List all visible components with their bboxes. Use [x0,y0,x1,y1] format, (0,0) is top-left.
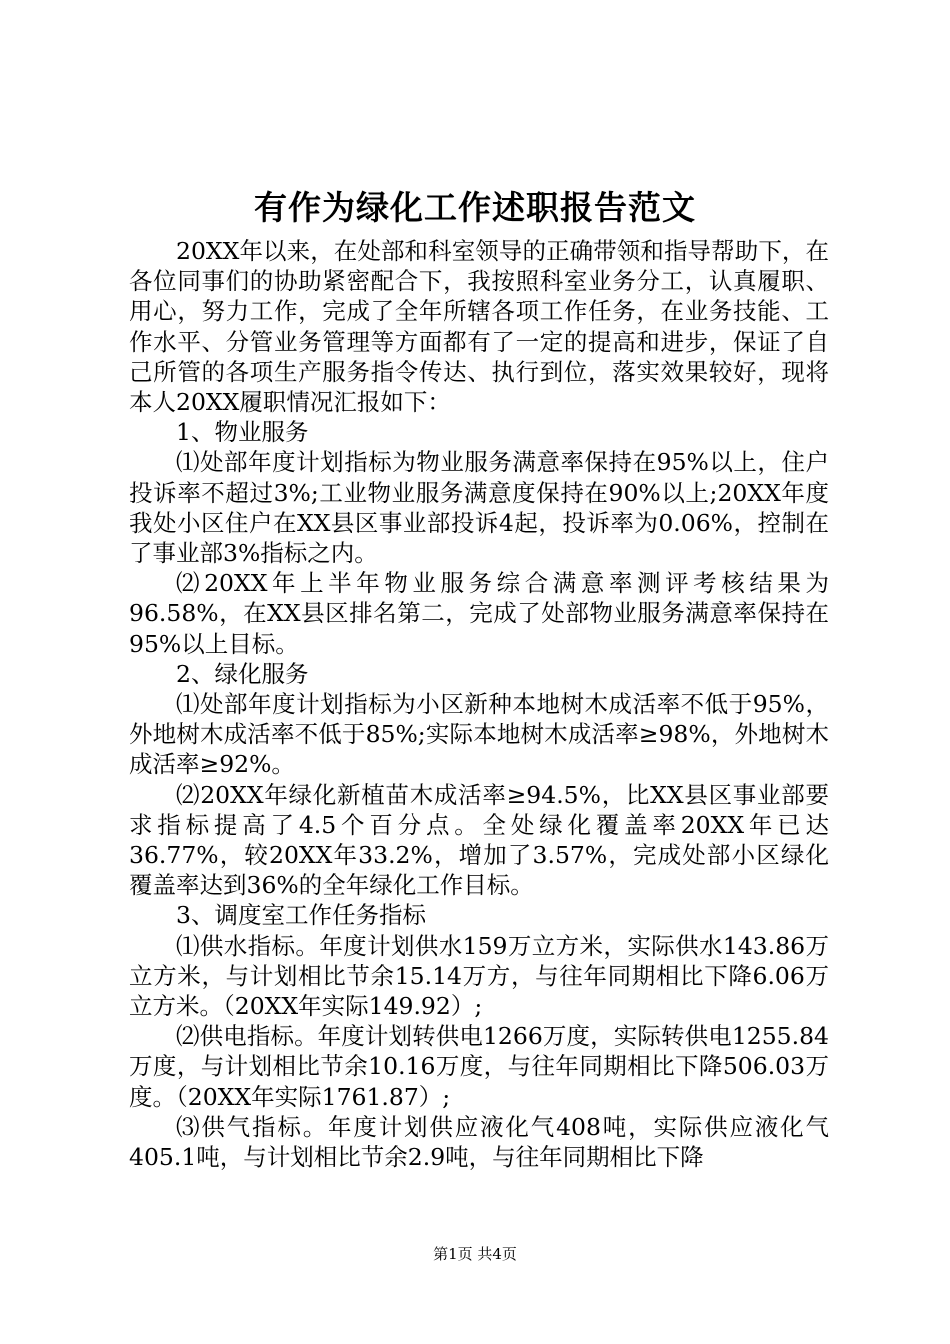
section-heading-property-service: 1、物业服务 [176,418,309,447]
paragraph-water-supply: ⑴供水指标。年度计划供水159万立方米，实际供水143.86万立方米，与计划相比节余15.14万方，与往年同期相比下降6.06万立方米。（20XX年实际149.92）; [129,931,829,1021]
paragraph-intro: 20XX年以来，在处部和科室领导的正确带领和指导帮助下，在各位同事们的协助紧密配合下，我按照科室业务分工，认真履职、用心，努力工作，完成了全年所辖各项工作任务，在业务技能、工作水平、分管业务管理等方面都有了一定的提高和进步，保证了自己所管的各项生产服务指令传达、执行到位，落实效果较好，现将本人20XX履职情况汇报如下： [129,237,829,417]
paragraph-power-supply: ⑵供电指标。年度计划转供电1266万度，实际转供电1255.84万度，与计划相比节余10.16万度，与往年同期相比下降506.03万度。（20XX年实际1761.87）; [129,1022,829,1111]
section-heading-dispatch-targets: 3、调度室工作任务指标 [176,901,426,930]
paragraph-greening-1: ⑴处部年度计划指标为小区新种本地树木成活率不低于95%，外地树木成活率不低于85%;实际本地树木成活率≥98%，外地树木成活率≥92%。 [129,690,829,779]
paragraph-greening-2: ⑵20XX年绿化新植苗木成活率≥94.5%，比XX县区事业部要求指标提高了4.5个百分点。全处绿化覆盖率20XX年已达36.77%，较20XX年33.2%，增加了3.57%，完成处部小区绿化覆盖率达到36%的全年绿化工作目标。 [129,780,829,900]
paragraph-property-2: ⑵20XX年上半年物业服务综合满意率测评考核结果为96.58%，在XX县区排名第二，完成了处部物业服务满意率保持在95%以上目标。 [129,569,829,658]
page-footer: 第1页 共4页 [433,1245,517,1263]
document-title: 有作为绿化工作述职报告范文 [254,188,696,227]
paragraph-property-1: ⑴处部年度计划指标为物业服务满意率保持在95%以上，住户投诉率不超过3%;工业物业服务满意度保持在90%以上;20XX年度我处小区住户在XX县区事业部投诉4起，投诉率为0.06%，控制在了事业部3%指标之内。 [129,448,829,568]
paragraph-gas-supply: ⑶供气指标。年度计划供应液化气408吨，实际供应液化气405.1吨，与计划相比节余2.9吨，与往年同期相比下降 [129,1112,829,1172]
document-body [129,236,829,1172]
section-heading-greening-service: 2、绿化服务 [176,659,309,688]
